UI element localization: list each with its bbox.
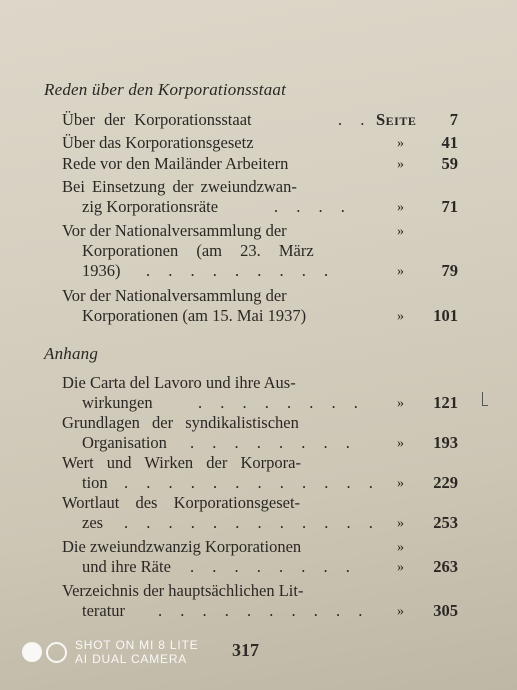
toc-entry-title-cont: 1936) — [82, 261, 121, 280]
ditto-mark: » — [397, 476, 404, 491]
ditto-mark: » — [397, 224, 404, 239]
camera-watermark — [22, 638, 198, 666]
ditto-mark: » — [397, 604, 404, 619]
toc-entry-title: Über der Korporationsstaat — [62, 110, 252, 129]
toc-entry-title: Vor der Nationalversammlung der — [62, 221, 287, 240]
ditto-mark: » — [397, 436, 404, 451]
toc-page-number: 59 — [441, 154, 458, 173]
toc-entry-title: Grundlagen der syndikalistischen — [62, 413, 299, 432]
toc-entry — [62, 373, 458, 413]
toc-entry-title-cont: und ihre Räte — [82, 557, 171, 576]
toc-page-prefix: Seite — [376, 110, 417, 129]
ditto-mark: » — [397, 516, 404, 531]
toc-entry-title-cont: zig Korporationsräte — [82, 197, 219, 216]
leader-dots: . . — [338, 110, 372, 129]
leader-dots: . . . . . . . . — [190, 557, 357, 576]
toc-page-number: 263 — [433, 557, 458, 576]
leader-dots: . . . . . . . . . — [146, 261, 336, 280]
toc-page-number: 121 — [433, 393, 458, 412]
toc-entry — [62, 177, 458, 217]
toc-entry — [62, 133, 458, 153]
leader-dots: . . . . . . . . — [198, 393, 365, 412]
leader-dots: . . . . . . . . . . — [158, 601, 370, 620]
toc-page-number: 41 — [441, 133, 458, 152]
toc-entry — [62, 221, 458, 281]
toc-entry-title: Wortlaut des Korporationsgeset- — [62, 493, 301, 512]
pencil-bracket-mark — [482, 392, 488, 406]
toc-page-number: 193 — [433, 433, 458, 452]
toc-entry-title: Verzeichnis der hauptsächlichen Lit- — [62, 581, 304, 600]
toc-entry — [62, 110, 458, 130]
leader-dots: . . . . . . . . . . . . — [124, 473, 380, 492]
leader-dots: . . . . — [274, 197, 352, 216]
toc-entry-title: Die zweiundzwanzig Korporationen — [62, 537, 302, 556]
ditto-mark: » — [397, 560, 404, 575]
camera-lens-icon — [22, 642, 67, 663]
ditto-mark: » — [397, 264, 404, 279]
toc-page-number: 71 — [441, 197, 458, 216]
ditto-mark: » — [397, 200, 404, 215]
toc-entry — [62, 413, 458, 453]
toc-entry-title-cont: Organisation — [82, 433, 167, 452]
toc-entry — [62, 493, 458, 533]
ditto-mark: » — [397, 309, 404, 324]
toc-entry — [62, 154, 458, 174]
toc-page-number: 229 — [433, 473, 458, 492]
ditto-mark: » — [397, 157, 404, 172]
toc-entry-title-cont: Korporationen (am 23. März — [82, 241, 314, 260]
ditto-mark: » — [397, 136, 404, 151]
toc-entry — [62, 581, 458, 621]
toc-entry — [62, 286, 458, 326]
toc-entry — [62, 537, 458, 577]
toc-entry — [62, 453, 458, 493]
watermark-line-2: AI DUAL CAMERA — [75, 652, 188, 666]
watermark-line-1: SHOT ON MI 8 LITE — [75, 638, 199, 652]
ditto-mark: » — [397, 540, 404, 555]
toc-page-number: 305 — [433, 601, 458, 620]
section-title-reden: Reden über den Korporationsstaat — [44, 80, 287, 99]
toc-page-number: 79 — [441, 261, 458, 280]
toc-page-number: 253 — [433, 513, 458, 532]
toc-entry-title-cont: wirkungen — [82, 393, 153, 412]
toc-entry-title: Rede vor den Mailänder Arbeitern — [62, 154, 289, 173]
toc-entry-title-cont: zes — [82, 513, 104, 532]
leader-dots: . . . . . . . . — [190, 433, 357, 452]
toc-page-number: 7 — [449, 110, 458, 129]
toc-entry-title: Vor der Nationalversammlung der — [62, 286, 287, 305]
toc-entry-title-cont: Korporationen (am 15. Mai 1937) — [82, 306, 307, 325]
toc-entry-title: Wert und Wirken der Korpora- — [62, 453, 301, 472]
leader-dots: . . . . . . . . . . . . — [124, 513, 380, 532]
page-number: 317 — [232, 640, 259, 660]
toc-entry-title: Über das Korporationsgesetz — [62, 133, 254, 152]
toc-entry-title: Bei Einsetzung der zweiundzwan- — [62, 177, 297, 196]
section-title-anhang: Anhang — [44, 344, 99, 363]
ditto-mark: » — [397, 396, 404, 411]
toc-entry-title-cont: tion — [82, 473, 108, 492]
toc-page-number: 101 — [433, 306, 458, 325]
toc-entry-title: Die Carta del Lavoro und ihre Aus- — [62, 373, 296, 392]
toc-entry-title-cont: teratur — [82, 601, 126, 620]
